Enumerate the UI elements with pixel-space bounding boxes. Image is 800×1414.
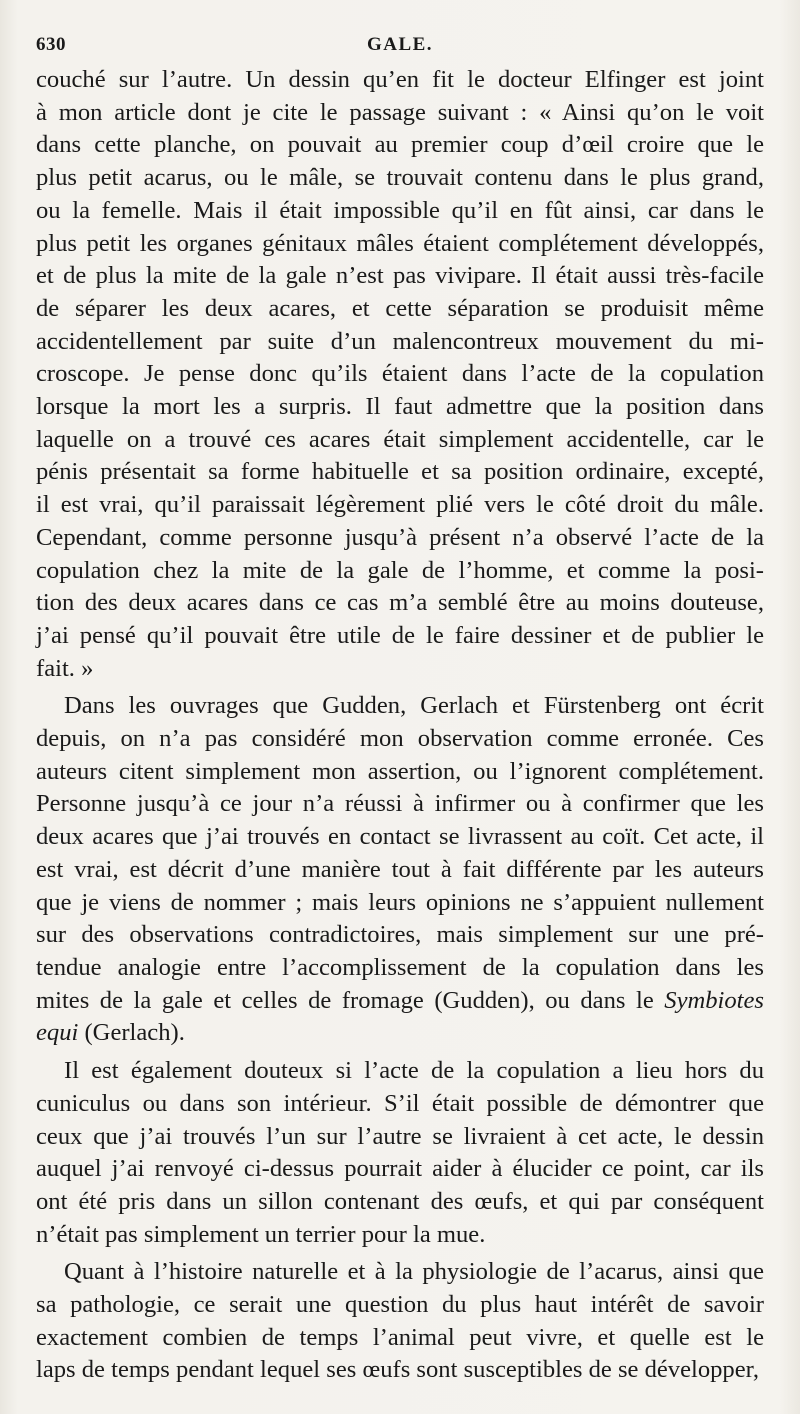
text-line: de séparer les deux acares, et cette séparation se produisit même (36, 294, 764, 322)
text-line: copulation chez la mite de la gale de l’homme, et comme la posi- (36, 556, 764, 584)
text-line: fait. » (36, 654, 94, 682)
text-line: est vrai, est décrit d’une manière tout à fait différente par les auteurs (36, 855, 764, 883)
text-line: Quant à l’histoire naturelle et à la physiologie de l’acarus, ainsi que (64, 1258, 764, 1286)
text-line: plus petit les organes génitaux mâles étaient complétement développés, (36, 229, 764, 257)
text-line: et de plus la mite de la gale n’est pas vivipare. Il était aussi très-facile (36, 262, 764, 290)
text-line: depuis, on n’a pas considéré mon observation comme erronée. Ces (36, 725, 764, 753)
text-line: plus petit acarus, ou le mâle, se trouvait contenu dans le plus grand, (36, 164, 764, 192)
text-line: que je viens de nommer ; mais leurs opinions ne s’appuient nullement (36, 888, 764, 916)
text-line: auteurs citent simplement mon assertion, ou l’ignorent complétement. (36, 757, 764, 785)
text-line: dans cette planche, on pouvait au premier coup d’œil croire que le (36, 131, 764, 159)
text-line: laquelle on a trouvé ces acares était simplement accidentelle, car le (36, 425, 764, 453)
text-line: sa pathologie, ce serait une question du plus haut intérêt de savoir (36, 1291, 764, 1319)
text-line: laps de temps pendant lequel ses œufs sont susceptibles de se développer, (36, 1356, 759, 1384)
text-line: Personne jusqu’à ce jour n’a réussi à infirmer ou à confirmer que les (36, 790, 764, 818)
text-line: ont été pris dans un sillon contenant des œufs, et qui par conséquent (36, 1187, 764, 1215)
text-line: j’ai pensé qu’il pouvait être utile de le faire dessiner et de publier le (36, 621, 764, 649)
page-header (36, 30, 764, 60)
text-line: exactement combien de temps l’animal peut vivre, et quelle est le (36, 1323, 764, 1351)
text-line: tendue analogie entre l’accomplissement de la copulation dans les (36, 953, 764, 981)
text-line: equi (Gerlach). (36, 1019, 185, 1047)
text-line: sur des observations contradictoires, mais simplement sur une pré- (36, 921, 764, 949)
bleed-through-mark (130, 1380, 136, 1394)
paragraph (36, 1256, 764, 1387)
text-line: il est vrai, qu’il paraissait légèrement plié vers le côté droit du mâle. (36, 491, 764, 519)
text-line: couché sur l’autre. Un dessin qu’en fit le docteur Elfinger est joint (36, 66, 764, 93)
text-line: lorsque la mort les a surpris. Il faut admettre que la position dans (36, 393, 764, 421)
text-line: Il est également douteux si l’acte de la copulation a lieu hors du (64, 1057, 764, 1085)
running-title: GALE. (366, 34, 434, 55)
body-text (36, 64, 764, 1387)
text-line: Dans les ouvrages que Gudden, Gerlach et Fürstenberg ont écrit (64, 692, 764, 720)
text-line: deux acares que j’ai trouvés en contact se livrassent au coït. Cet acte, il (36, 823, 764, 851)
text-line: à mon article dont je cite le passage suivant : « Ainsi qu’on le voit (36, 98, 764, 126)
text-line: cuniculus ou dans son intérieur. S’il était possible de démontrer que (36, 1089, 764, 1117)
paragraph (36, 64, 764, 685)
text-line: pénis présentait sa forme habituelle et sa position ordinaire, excepté, (36, 458, 764, 486)
text-line: croscope. Je pense donc qu’ils étaient dans l’acte de la copulation (36, 360, 764, 388)
text-line: ou la femelle. Mais il était impossible qu’il en fût ainsi, car dans le (36, 196, 764, 224)
text-line: mites de la gale et celles de fromage (Gudden), ou dans le Symbiotes (36, 986, 764, 1014)
text-line: accidentellement par suite d’un malencontreux mouvement du mi- (36, 327, 764, 355)
text-line: ceux que j’ai trouvés l’un sur l’autre se livraient à cet acte, le dessin (36, 1122, 764, 1150)
text-line: n’était pas simplement un terrier pour la mue. (36, 1220, 486, 1248)
paragraph (36, 690, 764, 1050)
text-line: tion des deux acares dans ce cas m’a semblé être au moins douteuse, (36, 589, 764, 617)
text-line: Cependant, comme personne jusqu’à présent n’a observé l’acte de la (36, 523, 764, 551)
text-line: auquel j’ai renvoyé ci-dessus pourrait aider à élucider ce point, car ils (36, 1155, 764, 1183)
paragraph (36, 1055, 764, 1251)
page-number: 630 (36, 34, 66, 55)
